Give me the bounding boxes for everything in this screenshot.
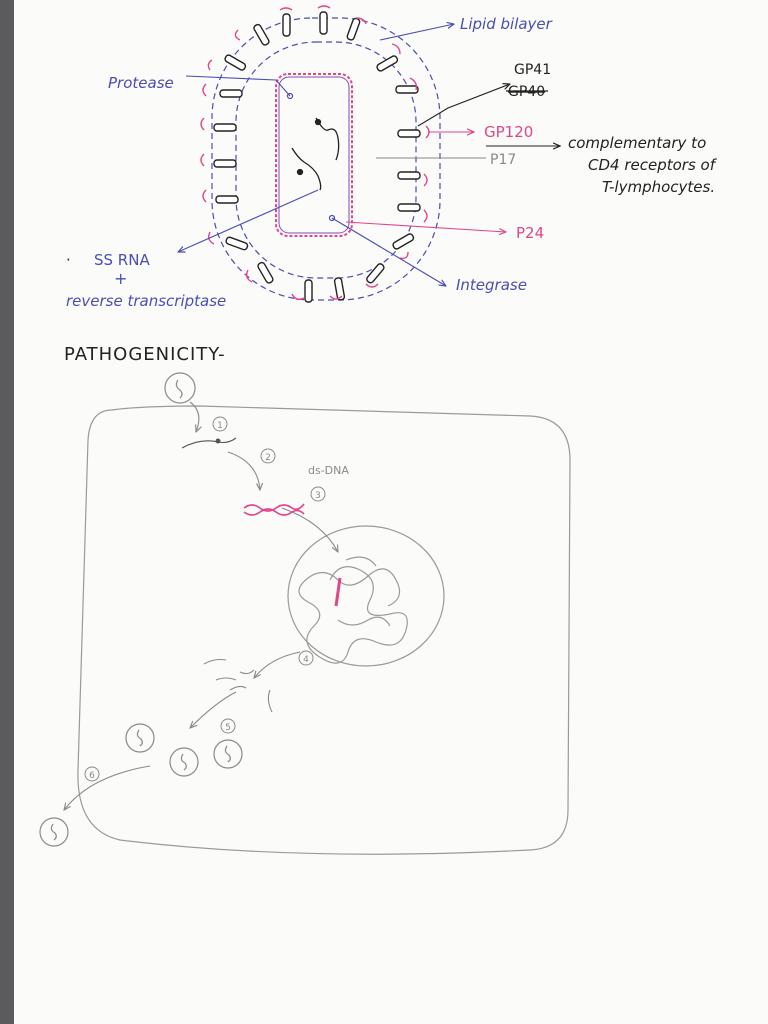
process-arrows: [64, 402, 338, 810]
virus-entering: [165, 373, 195, 403]
virus-particles: [40, 373, 242, 846]
nucleus: [288, 526, 444, 666]
rna-strands: [292, 118, 339, 190]
bullet-dot: ·: [66, 251, 71, 269]
integrated-provirus: [336, 578, 340, 606]
label-lipid-bilayer: Lipid bilayer: [460, 15, 552, 33]
label-gp40-struck: GP40: [508, 84, 546, 100]
label-complementary-1: complementary to: [568, 134, 707, 152]
capsid-inner: [279, 77, 349, 233]
step-6: 6: [89, 771, 95, 781]
chromatin: [299, 557, 407, 663]
label-protease: Protease: [108, 74, 174, 92]
capsid: [276, 74, 352, 236]
hiv-virion: [201, 6, 440, 302]
label-integrase: Integrase: [456, 276, 527, 294]
label-p17: P17: [490, 152, 517, 168]
step-2: 2: [265, 453, 271, 463]
glycoprotein-spikes: [214, 12, 420, 302]
label-gp120: GP120: [484, 123, 534, 141]
label-complementary-3: T-lymphocytes.: [602, 178, 716, 196]
label-ssrna: SS RNA: [94, 251, 150, 269]
label-reverse-transcriptase: reverse transcriptase: [66, 292, 227, 310]
label-plus: +: [114, 269, 128, 288]
step-1: 1: [217, 421, 223, 431]
step-3: 3: [315, 491, 321, 501]
label-complementary-2: CD4 receptors of: [588, 156, 715, 174]
step-4: 4: [303, 655, 309, 665]
step-markers: [85, 417, 325, 781]
label-p24: P24: [516, 224, 545, 242]
label-ds-dna: ds-DNA: [308, 464, 349, 477]
step-5: 5: [225, 723, 231, 733]
virus-entering-rna: [176, 380, 182, 398]
heading-pathogenicity: PATHOGENICITY-: [64, 344, 226, 365]
label-gp41: GP41: [514, 62, 552, 78]
